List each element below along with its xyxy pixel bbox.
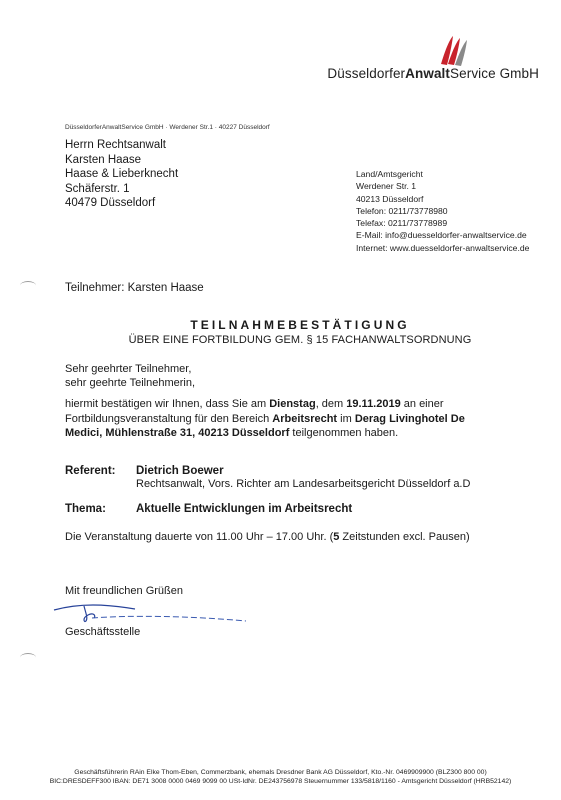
stylized-wave-logo-icon	[439, 34, 469, 68]
office-line: Werdener Str. 1	[356, 181, 417, 192]
punch-mark	[20, 281, 36, 290]
speaker-details	[136, 465, 470, 492]
handwritten-signature-icon	[50, 594, 250, 630]
speaker-role: Rechtsanwalt, Vors. Richter am Landesarbeitsgericht Düsseldorf a.D	[136, 478, 471, 490]
event-field: Arbeitsrecht	[272, 412, 338, 425]
duration-text: Die Veranstaltung dauerte von 11.00 Uhr – 17.00 Uhr. (5 Zeitstunden excl. Pausen)	[65, 531, 470, 543]
recipient-line: 40479 Düsseldorf	[65, 197, 156, 210]
office-contact-block	[356, 168, 529, 254]
participant-line: Teilnehmer: Karsten Haase	[65, 282, 204, 294]
speaker-label: Referent:	[65, 465, 116, 477]
recipient-line: Karsten Haase	[65, 153, 142, 166]
topic-value: Aktuelle Entwicklungen im Arbeitsrecht	[136, 503, 353, 515]
duration-hours: 5	[333, 531, 340, 543]
event-date: 19.11.2019	[346, 398, 401, 410]
recipient-address	[65, 138, 178, 211]
speaker-name: Dietrich Boewer	[136, 465, 224, 477]
event-weekday: Dienstag	[269, 398, 316, 410]
footer-line: BIC:DRESDEFF300 IBAN: DE71 3008 0000 0469 9099 00 USt-IdNr. DE243756978 Steuernummer 133/5818/1160 - Amtsgericht Düsseldorf (HRB52142)	[49, 778, 512, 786]
office-line: Land/Amtsgericht	[356, 169, 423, 179]
event-venue: Derag Livinghotel De Medici, Mühlenstraße 31, 40213 Düsseldorf	[65, 412, 465, 440]
sender-address-line: DüsseldorferAnwaltService GmbH · Werdener Str.1 · 40227 Düsseldorf	[65, 124, 270, 131]
recipient-line: Haase & Lieberknecht	[65, 168, 179, 181]
company-footer	[20, 768, 541, 787]
punch-mark	[20, 653, 36, 662]
document-title: TEILNAHMEBESTÄTIGUNG	[190, 318, 410, 332]
signatory-office: Geschäftsstelle	[65, 626, 141, 638]
office-email: E-Mail: info@duesseldorfer-anwaltservice.de	[356, 230, 527, 241]
closing-greeting: Mit freundlichen Grüßen	[65, 585, 183, 597]
salutation: Sehr geehrter Teilnehmer, sehr geehrte Teilnehmerin,	[65, 363, 196, 390]
office-line: 40213 Düsseldorf	[356, 193, 424, 204]
topic-label: Thema:	[65, 503, 106, 515]
recipient-line: Herrn Rechtsanwalt	[65, 139, 166, 151]
brand-name: DüsseldorferAnwaltService GmbH	[327, 66, 539, 81]
office-phone: Telefon: 0211/73778980	[356, 205, 448, 216]
document-subtitle: ÜBER EINE FORTBILDUNG GEM. § 15 FACHANWALTSORDNUNG	[128, 334, 472, 346]
recipient-line: Schäferstr. 1	[65, 182, 130, 195]
confirmation-paragraph: hiermit bestätigen wir Ihnen, dass Sie am Dienstag, dem 19.11.2019 an einer Fortbildungsveranstaltung für den Bereich Arbeitsrecht im Derag Livinghotel De Medici, Mühlenstraße 31, 40213 Düsseldorf teilgenommen haben.	[65, 398, 465, 440]
office-website: Internet: www.duesseldorfer-anwaltservice.de	[356, 242, 530, 253]
footer-line: Geschäftsführerin RAin Elke Thom-Eben, Commerzbank, ehemals Dresdner Bank AG Düsseldorf, Kto.-Nr. 0469909900 (BLZ300 800 00)	[74, 769, 487, 776]
office-fax: Telefax: 0211/73778989	[356, 218, 448, 229]
